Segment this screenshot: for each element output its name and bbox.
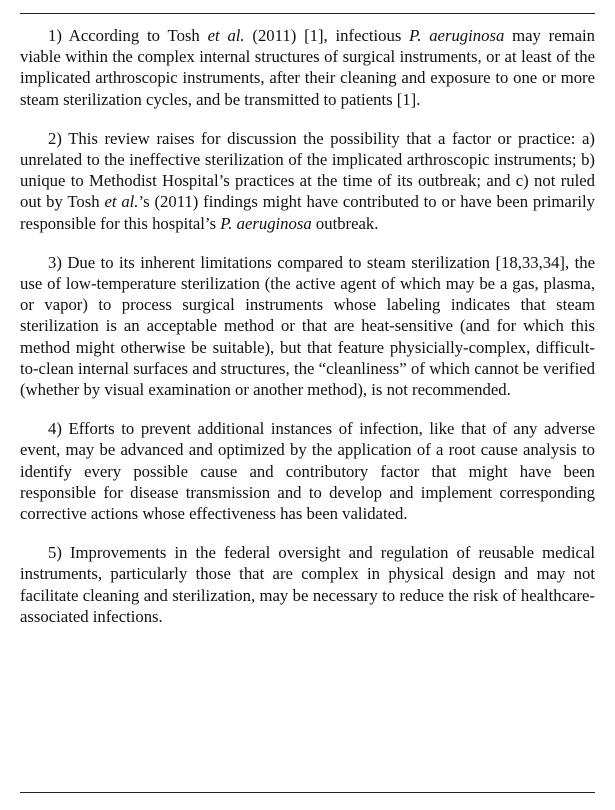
item-1-italic-et-al: et al.: [207, 26, 245, 45]
item-4-text: 4) Efforts to prevent additional instances of infection, like that of any adverse event, may be advanced and optimized by the application of a root cause analysis to identify every possible cause and contributory factor that might have been responsible for disease transmission and to develop and implement corresponding corrective actions whose effectiveness has been validated.: [20, 419, 595, 524]
item-1-italic-species: P. aeruginosa: [409, 26, 505, 45]
list-item-2: [20, 128, 595, 234]
item-1-text: may remain viable within the complex internal structures of surgical instruments, or at least of the implicated arthroscopic instruments, after their cleaning and exposure to one or more steam sterilization cycles, and be transmitted to patients [1].: [20, 26, 595, 109]
item-2-italic-et-al: et al.: [104, 192, 139, 212]
item-2-text: outbreak.: [311, 213, 379, 233]
item-2-text: 2) This review raises for discussion the possibility that a factor or practice: a) unrelated to the ineffective sterilization of the implicated arthroscopic instruments; b) unique to Methodist Hospital’s practices at the time of its outbreak; and c) not ruled out by Tosh: [20, 128, 595, 212]
list-item-4: [20, 418, 595, 524]
bottom-rule: [20, 792, 595, 793]
conclusions-list: [20, 25, 595, 645]
item-1-text: (2011) [1], infectious: [244, 26, 410, 45]
list-item-5: [20, 542, 595, 627]
item-1-text: 1) According to Tosh: [48, 26, 208, 45]
item-2-text: ’s (2011) findings might have contributed to or have been primarily responsible for this hospital’s: [20, 192, 595, 233]
item-3-text: 3) Due to its inherent limitations compared to steam sterilization [18,33,34], the use of low-temperature sterilization (the active agent of which may be a gas, plasma, or vapor) to process surgical instruments whose labeling indicates that steam sterilization is an acceptable method or that are heat-sensitive (and for which this method might otherwise be suitable), but that feature physicially-complex, difficult-to-clean internal surfaces and structures, the “cleanliness” of which cannot be verified (whether by visual examination or another method), is not recommended.: [20, 252, 595, 400]
list-item-1: [20, 25, 595, 110]
list-item-3: [20, 252, 595, 400]
item-5-text: 5) Improvements in the federal oversight and regulation of reusable medical instruments, particularly those that are complex in physical design and may not facilitate cleaning and sterilization, may be necessary to reduce the risk of healthcare-associated infections.: [20, 543, 595, 626]
item-2-italic-species: P. aeruginosa: [220, 213, 312, 233]
top-rule: [20, 13, 595, 14]
